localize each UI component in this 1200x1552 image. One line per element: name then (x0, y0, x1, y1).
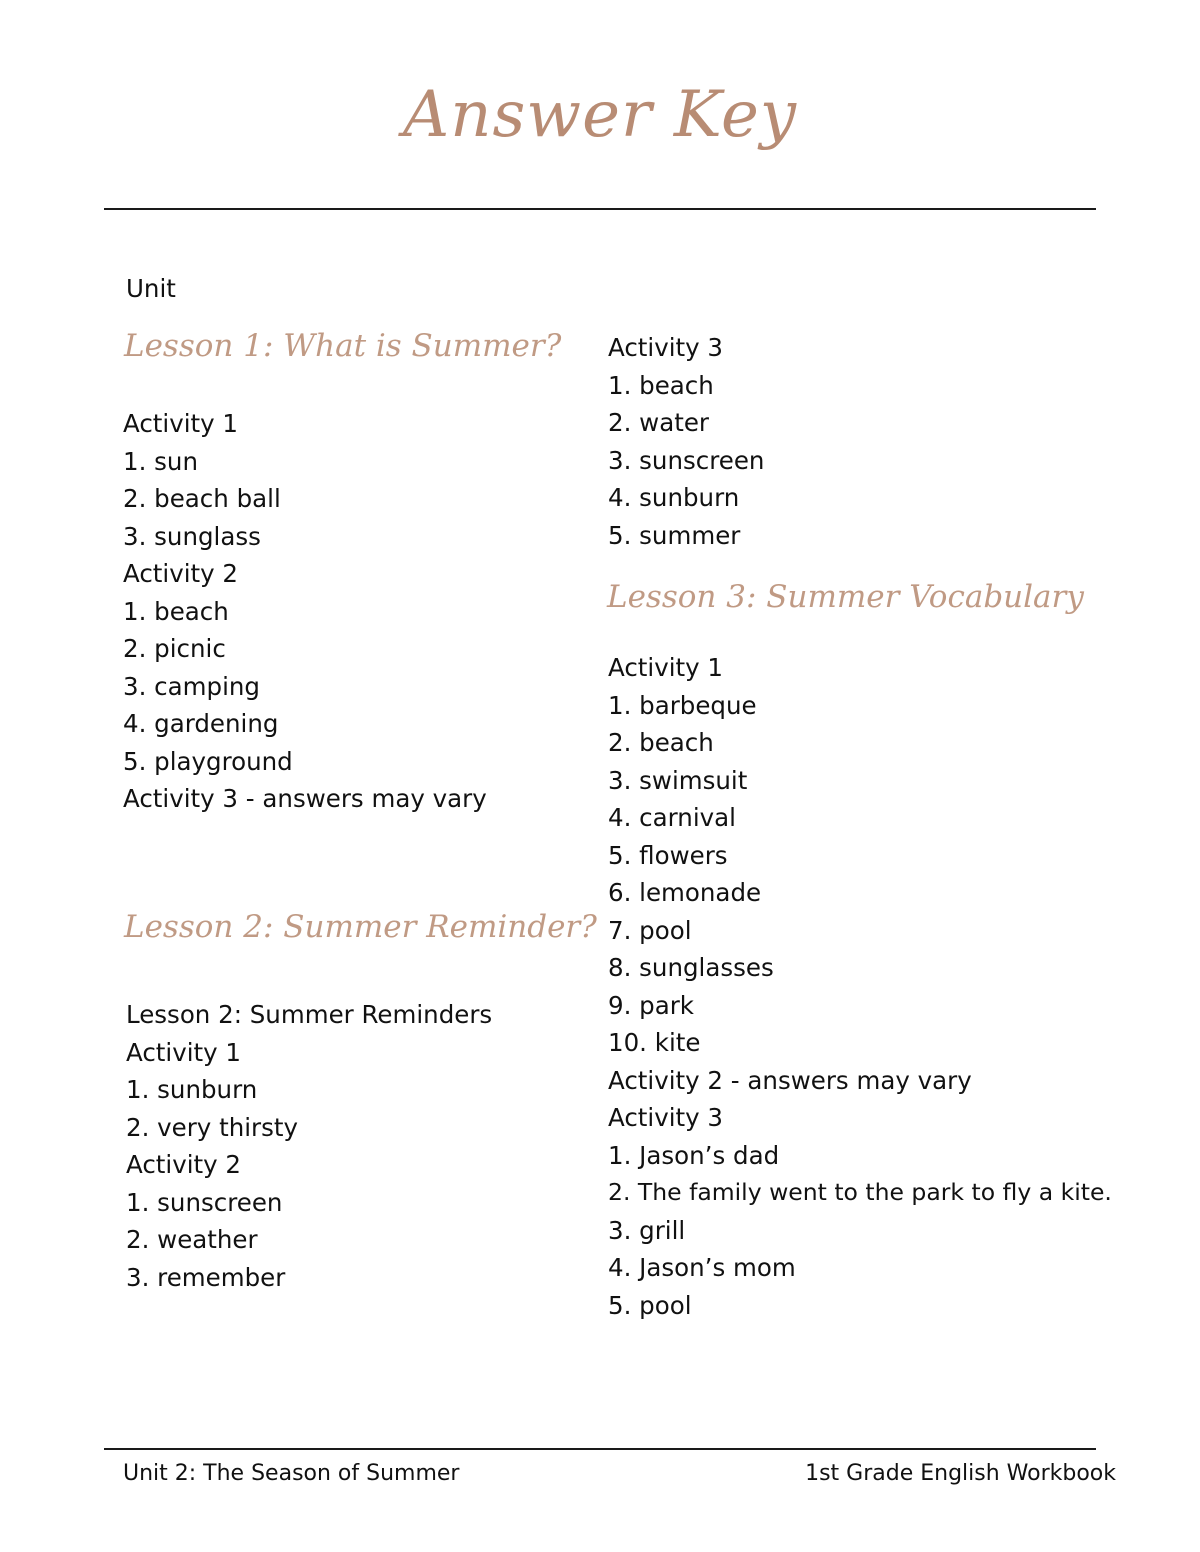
answer-line: 4. sunburn (608, 483, 740, 512)
lesson-1-heading: Lesson 1: What is Summer? (124, 328, 562, 364)
answer-line: 4. Jason’s mom (608, 1253, 796, 1282)
answer-line: 3. remember (126, 1262, 286, 1292)
answer-line: 5. flowers (608, 840, 728, 870)
answer-line: 2. very thirsty (126, 1112, 298, 1142)
answer-line: 1. sunburn (126, 1075, 258, 1104)
answer-line: Activity 1 (123, 409, 238, 438)
answer-line: 3. sunglass (123, 521, 261, 551)
bottom-divider (104, 1448, 1096, 1450)
answer-line: 3. swimsuit (608, 765, 748, 795)
lesson-1-continued-answers (608, 329, 764, 554)
answer-line: Activity 1 (126, 1037, 241, 1067)
answer-line: 2. beach ball (123, 484, 281, 513)
footer-unit: Unit 2: The Season of Summer (123, 1461, 460, 1486)
answer-line: 1. beach (608, 370, 714, 400)
answer-line: 2. picnic (123, 634, 226, 663)
answer-line: 1. Jason’s dad (608, 1140, 780, 1170)
answer-line: 2. beach (608, 728, 714, 757)
answer-line: 1. sun (123, 446, 198, 476)
answer-line: 1. barbeque (608, 690, 757, 720)
answer-line: Activity 2 (123, 559, 238, 588)
answer-line: 1. beach (123, 596, 229, 626)
footer-workbook: 1st Grade English Workbook (805, 1461, 1116, 1486)
answer-line: 8. sunglasses (608, 953, 774, 982)
answer-line: 4. carnival (608, 803, 736, 832)
answer-line: 5. pool (608, 1290, 692, 1320)
answer-line: 2. weather (126, 1225, 258, 1254)
answer-line: Activity 3 (608, 1103, 723, 1132)
lesson-2-heading: Lesson 2: Summer Reminder? (124, 909, 597, 945)
answer-line: Activity 2 (126, 1150, 241, 1179)
answer-line: 10. kite (608, 1028, 701, 1057)
answer-line: 4. gardening (123, 709, 279, 738)
answer-line: 6. lemonade (608, 878, 762, 907)
answer-line: 3. sunscreen (608, 445, 765, 475)
answer-line: Lesson 2: Summer Reminders (126, 1000, 493, 1029)
answer-line: 7. pool (608, 915, 692, 945)
answer-line: 1. sunscreen (126, 1187, 283, 1217)
answer-line: Activity 3 (608, 333, 723, 362)
lesson-3-answers (608, 649, 1112, 1324)
answer-line: 5. summer (608, 520, 741, 550)
answer-line: 3. grill (608, 1215, 686, 1245)
answer-line: 3. camping (123, 671, 260, 701)
answer-line: 5. playground (123, 746, 293, 776)
lesson-1-answers (123, 405, 487, 818)
answer-line: Activity 1 (608, 653, 723, 682)
lesson-3-heading: Lesson 3: Summer Vocabulary (607, 579, 1084, 615)
answer-line: Activity 3 - answers may vary (123, 784, 487, 813)
unit-label: Unit (126, 274, 176, 303)
lesson-2-answers (126, 996, 492, 1296)
answer-line: 2. water (608, 408, 709, 437)
answer-line: Activity 2 - answers may vary (608, 1065, 972, 1095)
top-divider (104, 208, 1096, 210)
page-title: Answer Key (403, 78, 797, 152)
answer-line: 9. park (608, 990, 694, 1020)
answer-line: 2. The family went to the park to fly a kite. (608, 1178, 1112, 1206)
